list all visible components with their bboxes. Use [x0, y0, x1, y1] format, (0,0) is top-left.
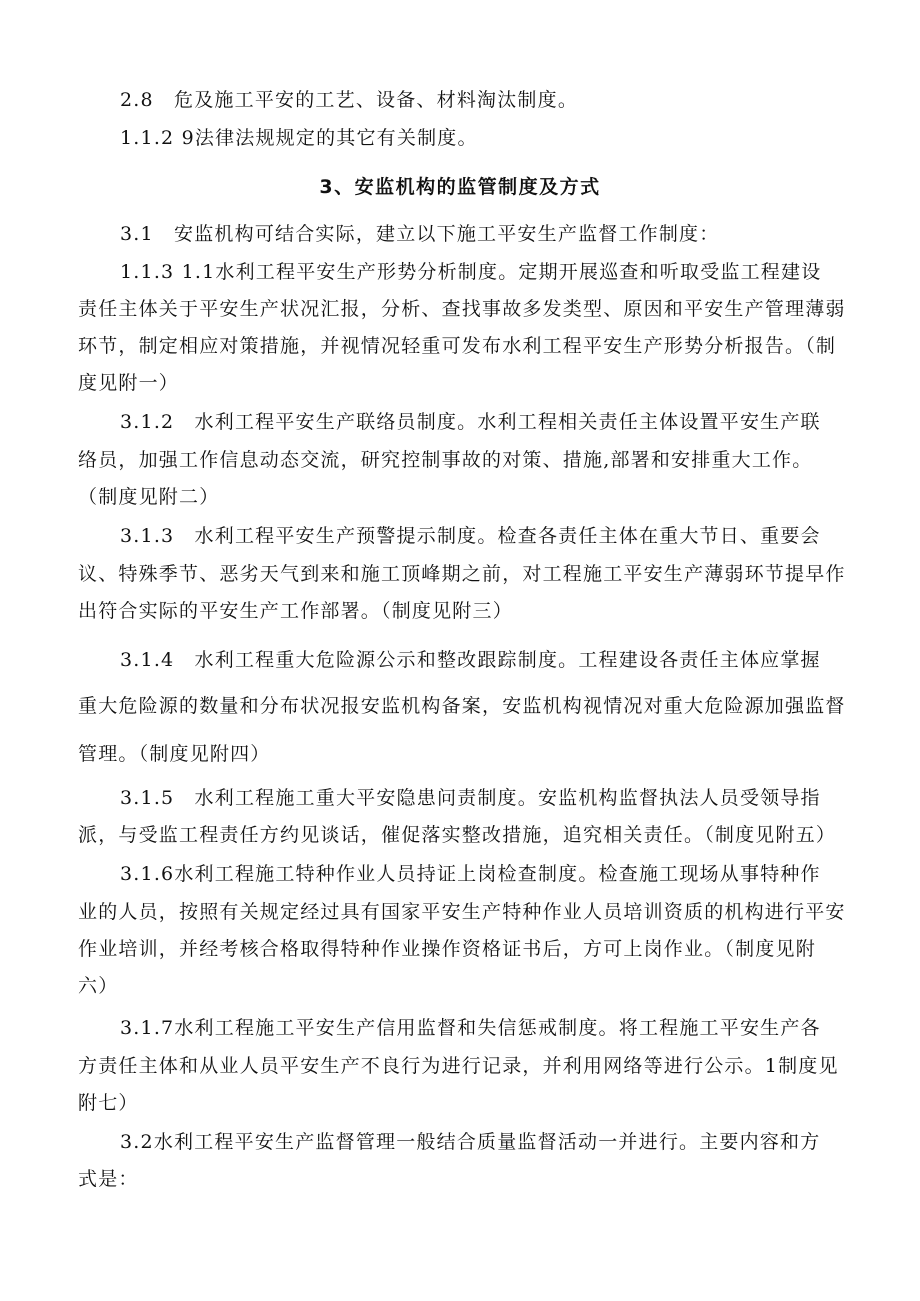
paragraph-line: 出符合实际的平安生产工作部署。（制度见附三）	[78, 600, 513, 622]
paragraph-line: 3.1.3 水利工程平安生产预警提示制度。检查各责任主体在重大节日、重要会	[120, 525, 821, 547]
paragraph-line: 3.1 安监机构可结合实际，建立以下施工平安生产监督工作制度：	[120, 223, 720, 245]
paragraph-line: 作业培训，并经考核合格取得特种作业操作资格证书后，方可上岗作业。（制度见附	[78, 938, 816, 960]
paragraph-line: 派，与受监工程责任方约见谈话，催促落实整改措施，追究相关责任。（制度见附五）	[78, 824, 837, 846]
paragraph-line: 环节，制定相应对策措施，并视情况轻重可发布水利工程平安生产形势分析报告。（制	[78, 335, 837, 357]
paragraph-line: 式是：	[78, 1168, 139, 1190]
paragraph-line: 附七）	[78, 1092, 139, 1114]
paragraph-line: 3.1.6水利工程施工特种作业人员持证上岗检查制度。检查施工现场从事特种作	[120, 863, 821, 885]
section-heading: 3、安监机构的监管制度及方式	[319, 176, 601, 198]
paragraph-line: 方责任主体和从业人员平安生产不良行为进行记录，并利用网络等进行公示。1制度见	[78, 1055, 839, 1077]
paragraph-line: 重大危险源的数量和分布状况报安监机构备案，安监机构视情况对重大危险源加强监督	[78, 695, 846, 717]
paragraph-line: 责任主体关于平安生产状况汇报，分析、查找事故多发类型、原因和平安生产管理薄弱	[78, 298, 846, 320]
paragraph-line: 3.1.5 水利工程施工重大平安隐患问责制度。安监机构监督执法人员受领导指	[120, 787, 821, 809]
paragraph-line: 3.1.2 水利工程平安生产联络员制度。水利工程相关责任主体设置平安生产联	[120, 411, 821, 433]
paragraph-line: 1.1.2 9法律法规规定的其它有关制度。	[120, 127, 478, 149]
paragraph-line: 络员，加强工作信息动态交流，研究控制事故的对策、措施,部署和安排重大工作。	[78, 449, 813, 471]
paragraph-line: 1.1.3 1.1水利工程平安生产形势分析制度。定期开展巡查和听取受监工程建设	[120, 261, 822, 283]
paragraph-line: 议、特殊季节、恶劣天气到来和施工顶峰期之前，对工程施工平安生产薄弱环节提早作	[78, 563, 846, 585]
paragraph-line: 3.2水利工程平安生产监督管理一般结合质量监督活动一并进行。主要内容和方	[120, 1131, 821, 1153]
paragraph-line: 六）	[78, 975, 119, 997]
paragraph-line: 业的人员，按照有关规定经过具有国家平安生产特种作业人员培训资质的机构进行平安	[78, 901, 846, 923]
paragraph-line: 3.1.7水利工程施工平安生产信用监督和失信惩戒制度。将工程施工平安生产各	[120, 1017, 821, 1039]
paragraph-line: 2.8 危及施工平安的工艺、设备、材料淘汰制度。	[120, 89, 579, 111]
paragraph-line: 度见附一）	[78, 372, 180, 394]
paragraph-line: 3.1.4 水利工程重大危险源公示和整改跟踪制度。工程建设各责任主体应掌握	[120, 649, 821, 671]
paragraph-line: （制度见附二）	[78, 486, 220, 508]
paragraph-line: 管理。（制度见附四）	[78, 743, 271, 765]
